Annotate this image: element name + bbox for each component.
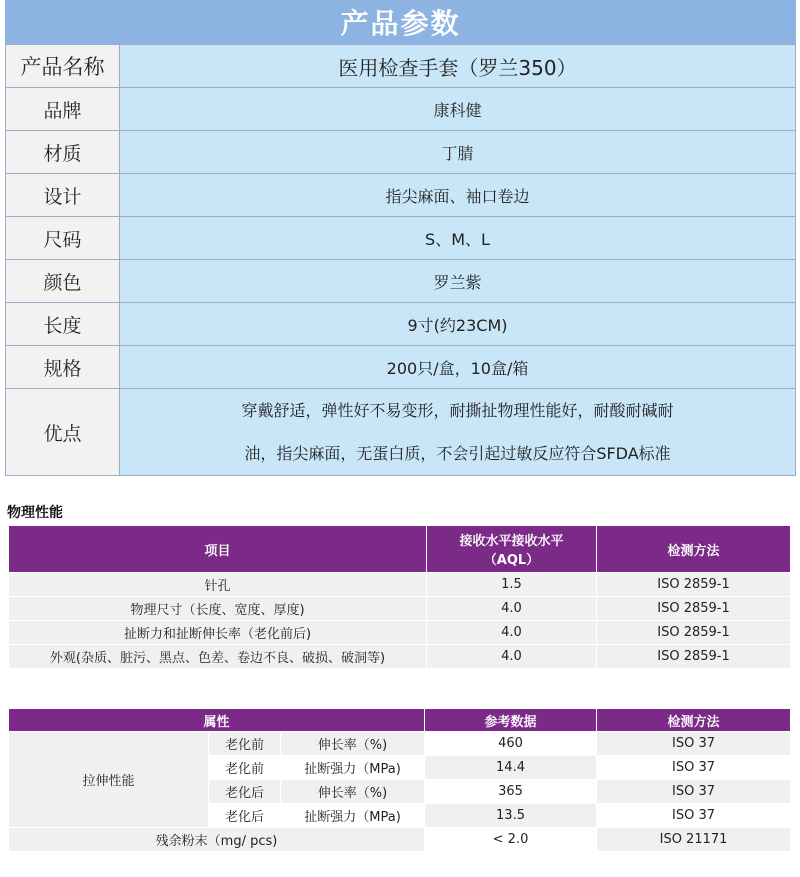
param-label: 优点	[6, 389, 120, 476]
header-method: 检测方法	[597, 526, 791, 573]
param-row-design	[6, 174, 796, 217]
param-value: 200只/盒，10盒/箱	[120, 346, 796, 389]
cell-aging: 老化后	[209, 780, 281, 804]
cell-method: ISO 2859-1	[597, 597, 791, 621]
header-aql-line-2: （AQL）	[483, 553, 540, 568]
table-row	[9, 621, 791, 645]
cell-item: 针孔	[9, 573, 427, 597]
cell-value: < 2.0	[425, 828, 597, 852]
cell-metric: 扯断强力（MPa)	[281, 756, 425, 780]
physical-table	[8, 525, 791, 669]
table-row	[9, 597, 791, 621]
cell-method: ISO 37	[597, 732, 791, 756]
param-label: 品牌	[6, 88, 120, 131]
header-item: 项目	[9, 526, 427, 573]
cell-powder-label: 残余粉末（mg/ pcs)	[9, 828, 425, 852]
cell-aql: 4.0	[427, 645, 597, 669]
cell-aql: 4.0	[427, 597, 597, 621]
param-row-size	[6, 217, 796, 260]
cell-aql: 4.0	[427, 621, 597, 645]
param-value: 指尖麻面、袖口卷边	[120, 174, 796, 217]
cell-value: 13.5	[425, 804, 597, 828]
advantages-line-1: 穿戴舒适，弹性好不易变形，耐撕扯物理性能好，耐酸耐碱耐	[241, 401, 674, 420]
params-title: 产品参数	[5, 0, 796, 44]
cell-method: ISO 37	[597, 780, 791, 804]
param-row-brand	[6, 88, 796, 131]
param-row-color	[6, 260, 796, 303]
table-header-row	[9, 709, 791, 732]
section-title: 物理性能	[7, 505, 63, 521]
cell-method: ISO 2859-1	[597, 573, 791, 597]
cell-aging: 老化前	[209, 732, 281, 756]
cell-method: ISO 37	[597, 804, 791, 828]
header-aql	[427, 526, 597, 573]
params-table	[5, 44, 796, 476]
param-label: 尺码	[6, 217, 120, 260]
cell-value: 460	[425, 732, 597, 756]
cell-aging: 老化前	[209, 756, 281, 780]
header-aql-line-1: 接收水平接收水平	[459, 534, 564, 549]
cell-aging: 老化后	[209, 804, 281, 828]
cell-value: 14.4	[425, 756, 597, 780]
cell-metric: 扯断强力（MPa)	[281, 804, 425, 828]
param-label: 设计	[6, 174, 120, 217]
cell-value: 365	[425, 780, 597, 804]
cell-metric: 伸长率（%)	[281, 780, 425, 804]
param-value	[120, 389, 796, 476]
param-value: 医用检查手套（罗兰350）	[120, 45, 796, 88]
table-row	[9, 828, 791, 852]
param-value: S、M、L	[120, 217, 796, 260]
param-label: 材质	[6, 131, 120, 174]
cell-metric: 伸长率（%)	[281, 732, 425, 756]
cell-method: ISO 2859-1	[597, 621, 791, 645]
advantages-line-2: 油，指尖麻面，无蛋白质，不会引起过敏反应符合SFDA标准	[244, 444, 671, 463]
param-row-name	[6, 45, 796, 88]
param-label: 规格	[6, 346, 120, 389]
param-row-material	[6, 131, 796, 174]
header-attr: 属性	[9, 709, 425, 732]
table-header-row	[9, 526, 791, 573]
param-value: 康科健	[120, 88, 796, 131]
cell-method: ISO 37	[597, 756, 791, 780]
cell-aql: 1.5	[427, 573, 597, 597]
param-value: 丁腈	[120, 131, 796, 174]
cell-item: 物理尺寸（长度、宽度、厚度)	[9, 597, 427, 621]
param-value: 罗兰紫	[120, 260, 796, 303]
param-row-spec	[6, 346, 796, 389]
cell-item: 外观(杂质、脏污、黑点、色差、卷边不良、破损、破洞等)	[9, 645, 427, 669]
properties-table	[8, 708, 791, 852]
param-value: 9寸(约23CM)	[120, 303, 796, 346]
product-params	[5, 0, 796, 476]
table-row	[9, 645, 791, 669]
param-row-advantages	[6, 389, 796, 476]
cell-method: ISO 21171	[597, 828, 791, 852]
table-row	[9, 573, 791, 597]
param-label: 长度	[6, 303, 120, 346]
param-label: 颜色	[6, 260, 120, 303]
header-method: 检测方法	[597, 709, 791, 732]
table-row	[9, 732, 791, 756]
group-label: 拉伸性能	[9, 732, 209, 828]
header-ref: 参考数据	[425, 709, 597, 732]
param-label: 产品名称	[6, 45, 120, 88]
cell-method: ISO 2859-1	[597, 645, 791, 669]
param-row-length	[6, 303, 796, 346]
cell-item: 扯断力和扯断伸长率（老化前后)	[9, 621, 427, 645]
